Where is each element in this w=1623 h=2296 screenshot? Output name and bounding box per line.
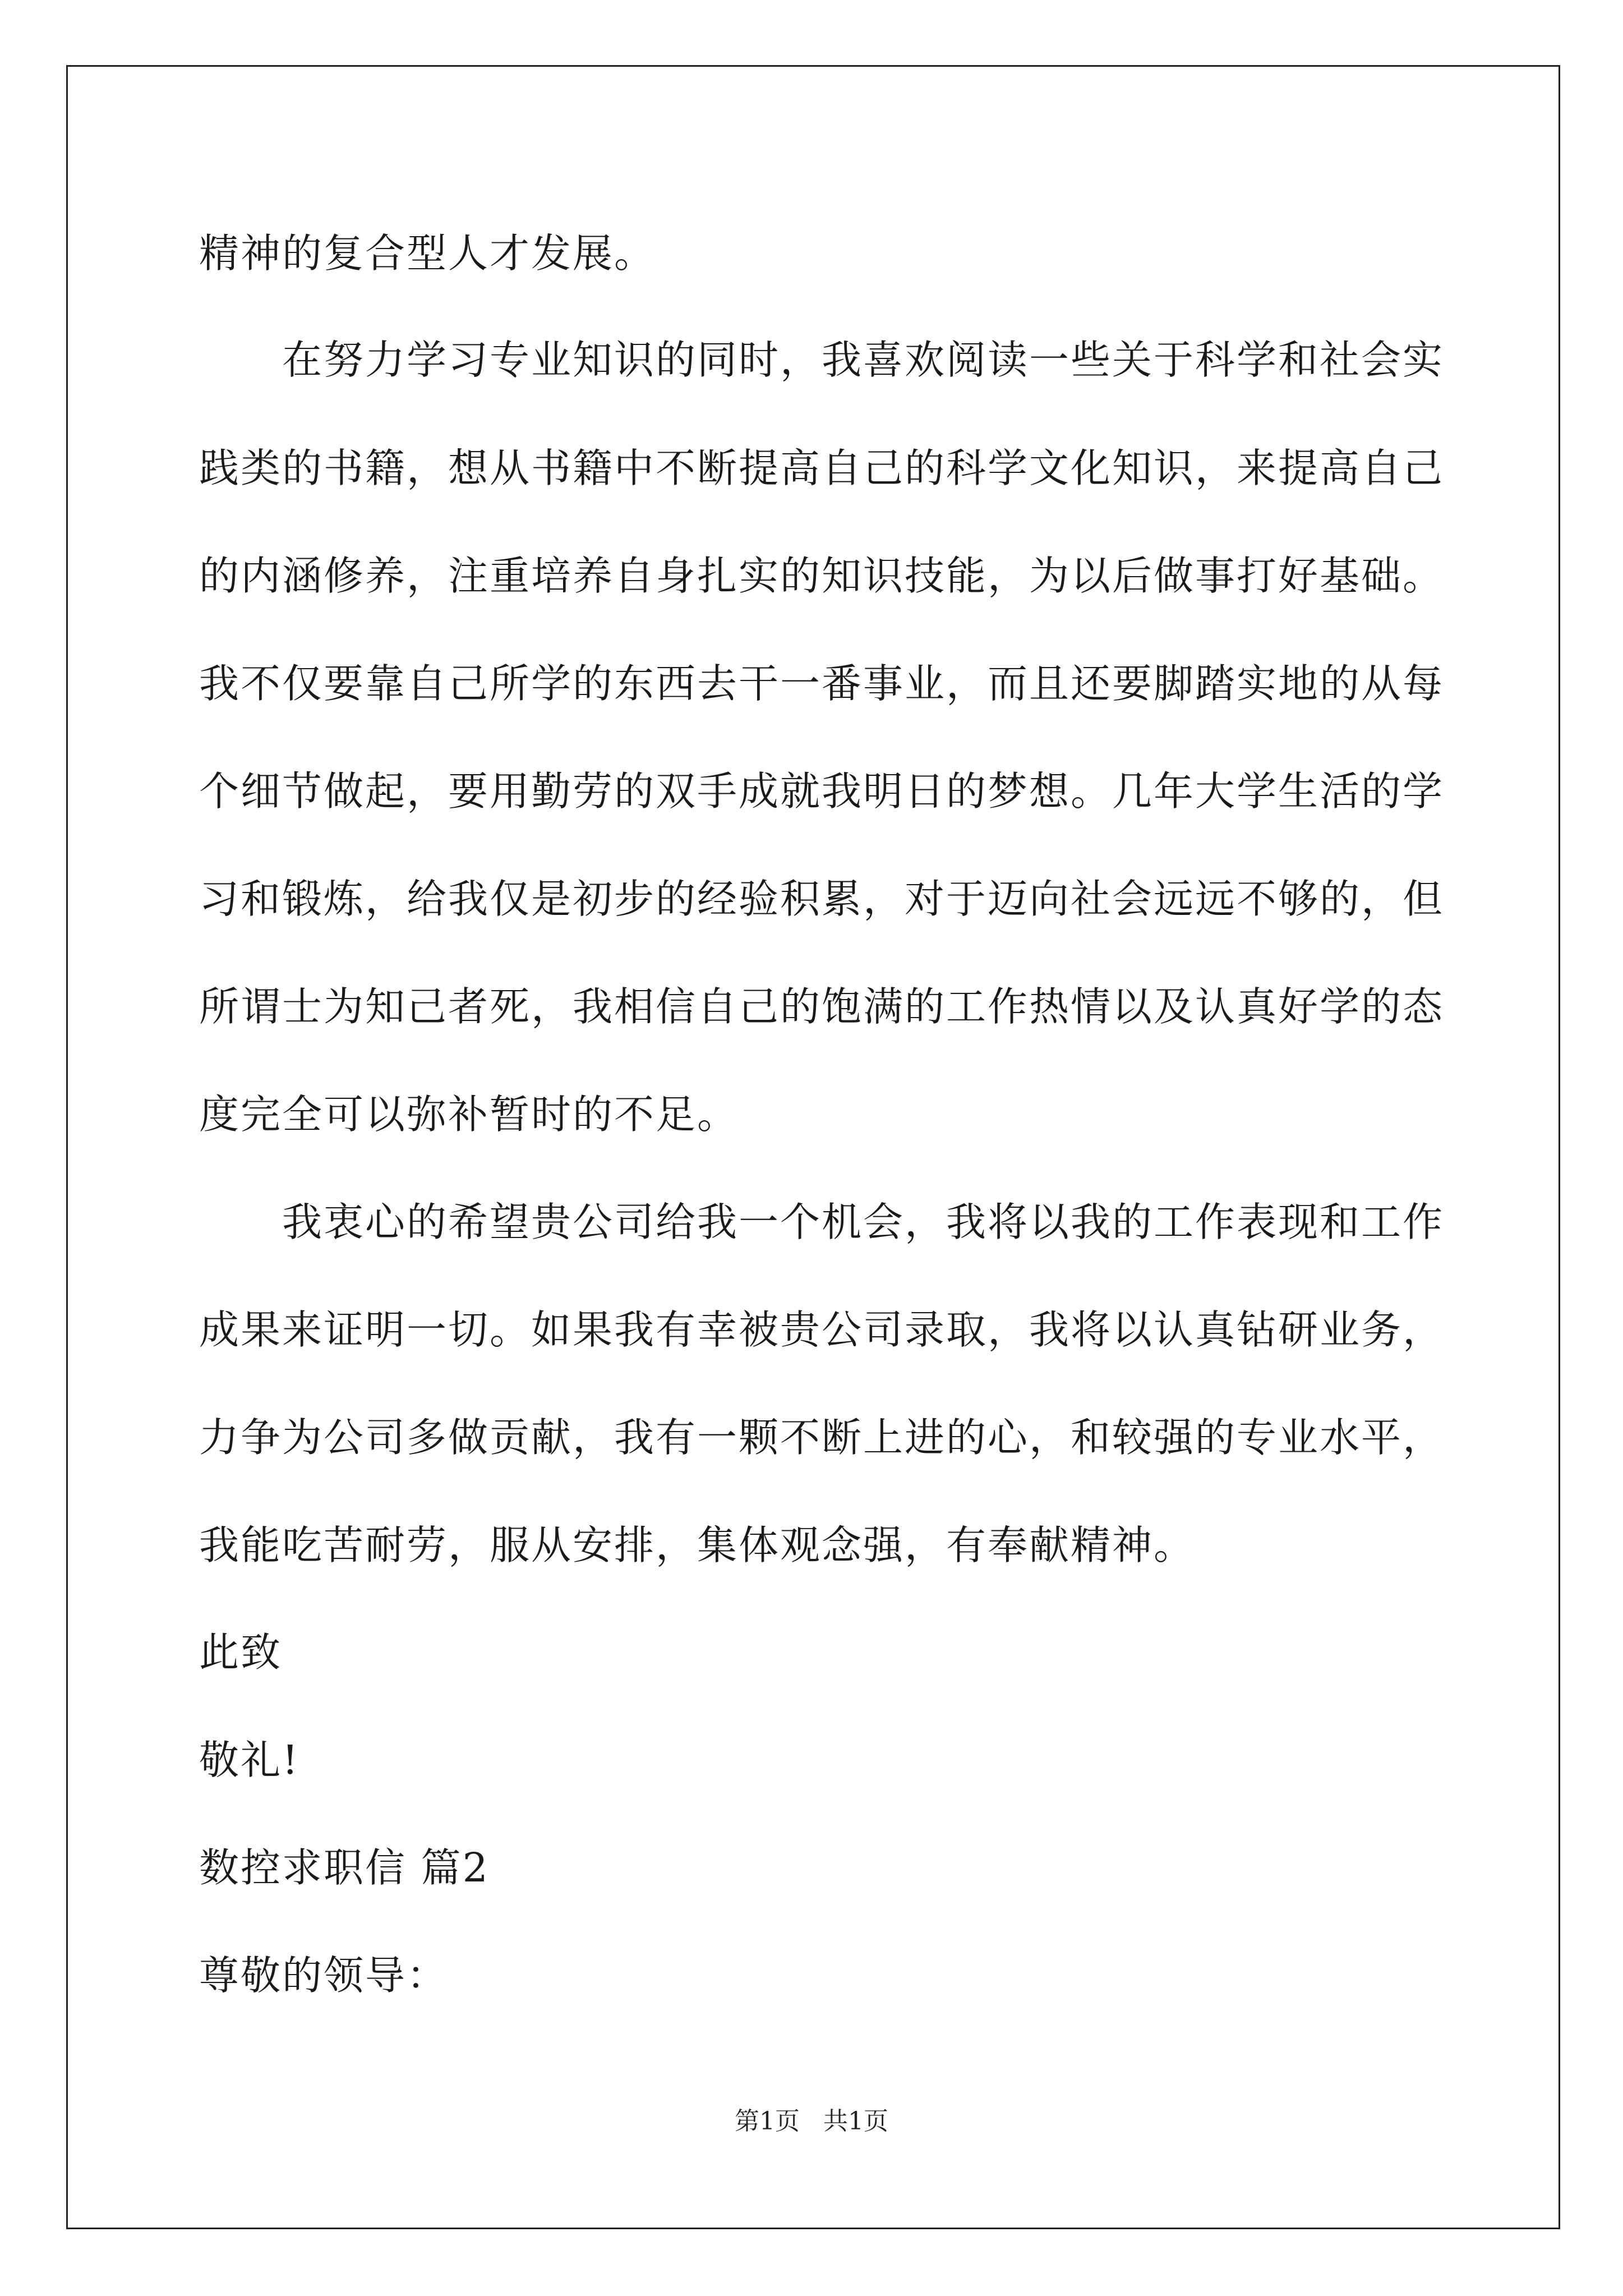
text-line: 成果来证明一切。如果我有幸被贵公司录取，我将以认真钻研业务， [199, 1306, 1445, 1353]
text-line: 度完全可以弥补暂时的不足。 [199, 1091, 739, 1138]
text-line: 习和锻炼，给我仅是初步的经验积累，对于迈向社会远远不够的，但 [199, 876, 1445, 922]
closing-salutation: 此致 [199, 1629, 283, 1676]
text-line: 我能吃苦耐劳，服从安排，集体观念强，有奉献精神。 [199, 1522, 1196, 1568]
text-line: 精神的复合型人才发展。 [199, 230, 656, 277]
text-line: 我不仅要靠自己所学的东西去干一番事业，而且还要脚踏实地的从每 [199, 660, 1445, 707]
text-line: 力争为公司多做贡献，我有一颗不断上进的心，和较强的专业水平， [199, 1414, 1445, 1461]
text-line: 践类的书籍，想从书籍中不断提高自己的科学文化知识，来提高自己 [199, 445, 1445, 491]
section-heading: 数控求职信 篇2 [199, 1844, 490, 1891]
closing-regards: 敬礼! [199, 1737, 300, 1783]
greeting: 尊敬的领导： [199, 1952, 449, 1999]
text-line: 所谓士为知己者死，我相信自己的饱满的工作热情以及认真好学的态 [199, 983, 1445, 1030]
text-line: 我衷心的希望贵公司给我一个机会，我将以我的工作表现和工作 [199, 1199, 1445, 1245]
text-line: 的内涵修养，注重培养自身扎实的知识技能，为以后做事打好基础。 [199, 553, 1445, 599]
page-border [66, 65, 1560, 2229]
page-footer: 第1页 共1页 [735, 2107, 888, 2136]
text-line: 在努力学习专业知识的同时，我喜欢阅读一些关于科学和社会实 [199, 337, 1445, 383]
text-line: 个细节做起，要用勤劳的双手成就我明日的梦想。几年大学生活的学 [199, 768, 1445, 815]
